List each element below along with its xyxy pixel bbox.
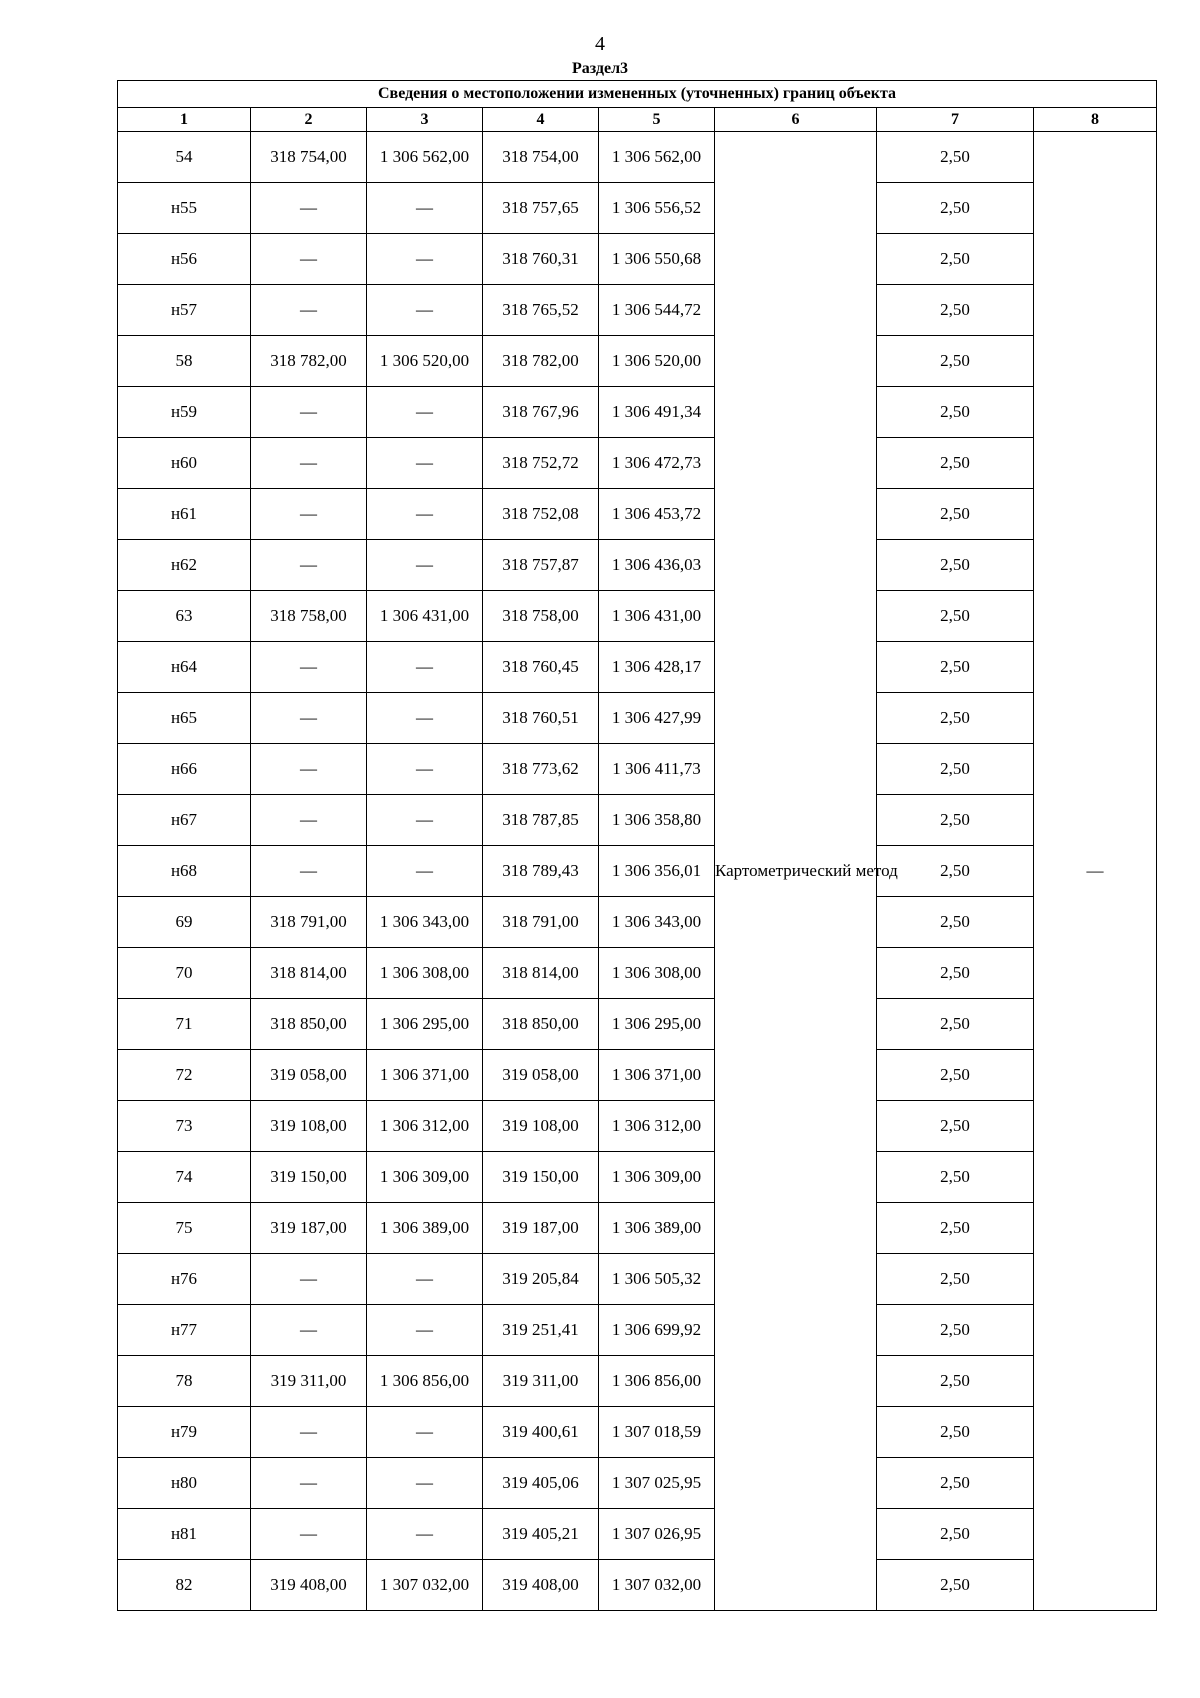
new-y-cell: 1 306 358,80 <box>599 795 715 846</box>
table-row <box>118 591 1157 642</box>
point-number-cell: 71 <box>118 999 251 1050</box>
existing-x-cell: — <box>251 438 367 489</box>
accuracy-cell: 2,50 <box>877 183 1034 234</box>
accuracy-cell: 2,50 <box>877 948 1034 999</box>
column-number: 4 <box>483 108 599 132</box>
table-row <box>118 234 1157 285</box>
existing-y-cell: 1 307 032,00 <box>367 1560 483 1611</box>
existing-y-cell: — <box>367 438 483 489</box>
point-number-cell: н76 <box>118 1254 251 1305</box>
new-x-cell: 318 789,43 <box>483 846 599 897</box>
existing-y-cell: — <box>367 234 483 285</box>
existing-x-cell: 318 814,00 <box>251 948 367 999</box>
existing-y-cell: — <box>367 795 483 846</box>
new-x-cell: 319 311,00 <box>483 1356 599 1407</box>
new-x-cell: 319 150,00 <box>483 1152 599 1203</box>
new-y-cell: 1 306 343,00 <box>599 897 715 948</box>
new-x-cell: 318 757,65 <box>483 183 599 234</box>
point-number-cell: 63 <box>118 591 251 642</box>
accuracy-cell: 2,50 <box>877 1458 1034 1509</box>
accuracy-cell: 2,50 <box>877 1152 1034 1203</box>
existing-x-cell: — <box>251 1458 367 1509</box>
table-row <box>118 183 1157 234</box>
table-row <box>118 1509 1157 1560</box>
accuracy-cell: 2,50 <box>877 285 1034 336</box>
new-x-cell: 319 400,61 <box>483 1407 599 1458</box>
new-y-cell: 1 306 308,00 <box>599 948 715 999</box>
accuracy-cell: 2,50 <box>877 795 1034 846</box>
table-row <box>118 1458 1157 1509</box>
existing-x-cell: — <box>251 285 367 336</box>
accuracy-cell: 2,50 <box>877 744 1034 795</box>
table-row <box>118 1203 1157 1254</box>
point-number-cell: 70 <box>118 948 251 999</box>
existing-x-cell: — <box>251 1254 367 1305</box>
existing-x-cell: — <box>251 183 367 234</box>
table-row <box>118 285 1157 336</box>
new-y-cell: 1 306 427,99 <box>599 693 715 744</box>
accuracy-cell: 2,50 <box>877 591 1034 642</box>
column-number: 6 <box>715 108 877 132</box>
new-y-cell: 1 306 309,00 <box>599 1152 715 1203</box>
existing-y-cell: 1 306 308,00 <box>367 948 483 999</box>
existing-y-cell: — <box>367 285 483 336</box>
new-y-cell: 1 306 295,00 <box>599 999 715 1050</box>
table-caption-row <box>118 81 1157 108</box>
existing-y-cell: — <box>367 642 483 693</box>
table-row <box>118 1152 1157 1203</box>
existing-y-cell: 1 306 431,00 <box>367 591 483 642</box>
new-x-cell: 319 405,06 <box>483 1458 599 1509</box>
point-number-cell: 78 <box>118 1356 251 1407</box>
new-x-cell: 318 752,08 <box>483 489 599 540</box>
new-x-cell: 318 758,00 <box>483 591 599 642</box>
accuracy-cell: 2,50 <box>877 1407 1034 1458</box>
accuracy-cell: 2,50 <box>877 1305 1034 1356</box>
new-x-cell: 318 850,00 <box>483 999 599 1050</box>
existing-y-cell: — <box>367 1305 483 1356</box>
point-number-cell: 74 <box>118 1152 251 1203</box>
accuracy-cell: 2,50 <box>877 438 1034 489</box>
existing-y-cell: 1 306 343,00 <box>367 897 483 948</box>
existing-x-cell: 318 758,00 <box>251 591 367 642</box>
new-y-cell: 1 306 453,72 <box>599 489 715 540</box>
new-y-cell: 1 306 411,73 <box>599 744 715 795</box>
new-x-cell: 319 108,00 <box>483 1101 599 1152</box>
new-y-cell: 1 306 856,00 <box>599 1356 715 1407</box>
table-row <box>118 438 1157 489</box>
point-number-cell: н65 <box>118 693 251 744</box>
boundary-table <box>117 80 1157 1611</box>
existing-x-cell: — <box>251 693 367 744</box>
new-x-cell: 318 787,85 <box>483 795 599 846</box>
existing-x-cell: 319 408,00 <box>251 1560 367 1611</box>
new-x-cell: 318 765,52 <box>483 285 599 336</box>
table-row <box>118 948 1157 999</box>
accuracy-cell: 2,50 <box>877 1356 1034 1407</box>
table-row <box>118 387 1157 438</box>
existing-y-cell: — <box>367 489 483 540</box>
point-number-cell: н67 <box>118 795 251 846</box>
existing-x-cell: 318 782,00 <box>251 336 367 387</box>
existing-x-cell: — <box>251 540 367 591</box>
table-row <box>118 336 1157 387</box>
accuracy-cell: 2,50 <box>877 336 1034 387</box>
new-y-cell: 1 306 562,00 <box>599 132 715 183</box>
table-row <box>118 1050 1157 1101</box>
existing-x-cell: — <box>251 387 367 438</box>
existing-x-cell: — <box>251 846 367 897</box>
existing-x-cell: — <box>251 1305 367 1356</box>
new-x-cell: 318 760,45 <box>483 642 599 693</box>
new-y-cell: 1 306 312,00 <box>599 1101 715 1152</box>
new-y-cell: 1 306 505,32 <box>599 1254 715 1305</box>
accuracy-cell: 2,50 <box>877 132 1034 183</box>
existing-x-cell: — <box>251 744 367 795</box>
column-number: 1 <box>118 108 251 132</box>
new-y-cell: 1 306 699,92 <box>599 1305 715 1356</box>
new-y-cell: 1 306 556,52 <box>599 183 715 234</box>
table-row <box>118 897 1157 948</box>
column-number-row <box>118 108 1157 132</box>
table-row <box>118 489 1157 540</box>
point-number-cell: 73 <box>118 1101 251 1152</box>
table-row <box>118 1305 1157 1356</box>
existing-x-cell: — <box>251 234 367 285</box>
accuracy-cell: 2,50 <box>877 693 1034 744</box>
new-x-cell: 318 773,62 <box>483 744 599 795</box>
accuracy-cell: 2,50 <box>877 999 1034 1050</box>
existing-x-cell: — <box>251 1407 367 1458</box>
point-number-cell: 75 <box>118 1203 251 1254</box>
existing-x-cell: — <box>251 1509 367 1560</box>
accuracy-cell: 2,50 <box>877 1203 1034 1254</box>
point-number-cell: н57 <box>118 285 251 336</box>
existing-y-cell: — <box>367 1254 483 1305</box>
table-row <box>118 1254 1157 1305</box>
accuracy-cell: 2,50 <box>877 540 1034 591</box>
new-y-cell: 1 307 018,59 <box>599 1407 715 1458</box>
accuracy-cell: 2,50 <box>877 1101 1034 1152</box>
new-y-cell: 1 306 544,72 <box>599 285 715 336</box>
accuracy-cell: 2,50 <box>877 489 1034 540</box>
table-row <box>118 693 1157 744</box>
column-8-cell: — <box>1034 132 1157 1611</box>
existing-x-cell: 319 108,00 <box>251 1101 367 1152</box>
new-y-cell: 1 306 371,00 <box>599 1050 715 1101</box>
accuracy-cell: 2,50 <box>877 846 1034 897</box>
existing-x-cell: — <box>251 642 367 693</box>
point-number-cell: н62 <box>118 540 251 591</box>
existing-x-cell: 318 791,00 <box>251 897 367 948</box>
point-number-cell: 72 <box>118 1050 251 1101</box>
accuracy-cell: 2,50 <box>877 642 1034 693</box>
accuracy-cell: 2,50 <box>877 1050 1034 1101</box>
new-y-cell: 1 306 428,17 <box>599 642 715 693</box>
point-number-cell: н59 <box>118 387 251 438</box>
point-number-cell: н80 <box>118 1458 251 1509</box>
column-number: 5 <box>599 108 715 132</box>
table-row <box>118 1407 1157 1458</box>
accuracy-cell: 2,50 <box>877 1254 1034 1305</box>
column-number: 8 <box>1034 108 1157 132</box>
existing-y-cell: 1 306 295,00 <box>367 999 483 1050</box>
new-x-cell: 318 767,96 <box>483 387 599 438</box>
existing-y-cell: — <box>367 1509 483 1560</box>
table-row <box>118 846 1157 897</box>
existing-y-cell: — <box>367 744 483 795</box>
column-number: 3 <box>367 108 483 132</box>
existing-y-cell: 1 306 312,00 <box>367 1101 483 1152</box>
section-title: Раздел3 <box>571 60 629 77</box>
table-row <box>118 1101 1157 1152</box>
new-y-cell: 1 306 491,34 <box>599 387 715 438</box>
new-x-cell: 319 205,84 <box>483 1254 599 1305</box>
new-x-cell: 319 187,00 <box>483 1203 599 1254</box>
table-row <box>118 132 1157 183</box>
new-x-cell: 318 752,72 <box>483 438 599 489</box>
existing-y-cell: — <box>367 1458 483 1509</box>
point-number-cell: 82 <box>118 1560 251 1611</box>
new-x-cell: 318 782,00 <box>483 336 599 387</box>
table-row <box>118 795 1157 846</box>
new-y-cell: 1 306 550,68 <box>599 234 715 285</box>
existing-x-cell: 319 311,00 <box>251 1356 367 1407</box>
table-caption: Сведения о местоположении измененных (уточненных) границ объекта <box>118 81 1157 108</box>
new-x-cell: 319 251,41 <box>483 1305 599 1356</box>
table-row <box>118 1356 1157 1407</box>
table-row <box>118 540 1157 591</box>
existing-x-cell: — <box>251 489 367 540</box>
new-y-cell: 1 306 431,00 <box>599 591 715 642</box>
page-number: 4 <box>595 33 605 55</box>
existing-y-cell: — <box>367 183 483 234</box>
new-y-cell: 1 306 472,73 <box>599 438 715 489</box>
accuracy-cell: 2,50 <box>877 897 1034 948</box>
table-row <box>118 999 1157 1050</box>
new-x-cell: 318 760,51 <box>483 693 599 744</box>
new-y-cell: 1 306 436,03 <box>599 540 715 591</box>
accuracy-cell: 2,50 <box>877 234 1034 285</box>
point-number-cell: н61 <box>118 489 251 540</box>
new-x-cell: 318 757,87 <box>483 540 599 591</box>
accuracy-cell: 2,50 <box>877 1560 1034 1611</box>
new-x-cell: 318 791,00 <box>483 897 599 948</box>
point-number-cell: н79 <box>118 1407 251 1458</box>
existing-y-cell: — <box>367 540 483 591</box>
existing-y-cell: 1 306 309,00 <box>367 1152 483 1203</box>
new-x-cell: 319 405,21 <box>483 1509 599 1560</box>
existing-y-cell: 1 306 389,00 <box>367 1203 483 1254</box>
existing-y-cell: 1 306 371,00 <box>367 1050 483 1101</box>
point-number-cell: н56 <box>118 234 251 285</box>
existing-y-cell: — <box>367 846 483 897</box>
existing-y-cell: 1 306 562,00 <box>367 132 483 183</box>
column-number: 2 <box>251 108 367 132</box>
new-x-cell: 318 814,00 <box>483 948 599 999</box>
table-row <box>118 1560 1157 1611</box>
existing-x-cell: 319 187,00 <box>251 1203 367 1254</box>
existing-y-cell: 1 306 520,00 <box>367 336 483 387</box>
point-number-cell: н60 <box>118 438 251 489</box>
point-number-cell: н55 <box>118 183 251 234</box>
new-y-cell: 1 307 026,95 <box>599 1509 715 1560</box>
point-number-cell: н68 <box>118 846 251 897</box>
accuracy-cell: 2,50 <box>877 1509 1034 1560</box>
existing-x-cell: — <box>251 795 367 846</box>
new-y-cell: 1 306 389,00 <box>599 1203 715 1254</box>
point-number-cell: 69 <box>118 897 251 948</box>
new-x-cell: 319 058,00 <box>483 1050 599 1101</box>
point-number-cell: н77 <box>118 1305 251 1356</box>
new-y-cell: 1 306 520,00 <box>599 336 715 387</box>
existing-y-cell: — <box>367 387 483 438</box>
new-y-cell: 1 307 032,00 <box>599 1560 715 1611</box>
existing-y-cell: — <box>367 1407 483 1458</box>
new-x-cell: 319 408,00 <box>483 1560 599 1611</box>
column-number: 7 <box>877 108 1034 132</box>
new-y-cell: 1 307 025,95 <box>599 1458 715 1509</box>
point-number-cell: 54 <box>118 132 251 183</box>
new-y-cell: 1 306 356,01 <box>599 846 715 897</box>
accuracy-cell: 2,50 <box>877 387 1034 438</box>
existing-x-cell: 319 058,00 <box>251 1050 367 1101</box>
existing-y-cell: 1 306 856,00 <box>367 1356 483 1407</box>
existing-x-cell: 318 754,00 <box>251 132 367 183</box>
method-cell: Картометрический метод <box>715 132 877 1611</box>
point-number-cell: н81 <box>118 1509 251 1560</box>
existing-x-cell: 319 150,00 <box>251 1152 367 1203</box>
existing-y-cell: — <box>367 693 483 744</box>
existing-x-cell: 318 850,00 <box>251 999 367 1050</box>
new-x-cell: 318 760,31 <box>483 234 599 285</box>
point-number-cell: н66 <box>118 744 251 795</box>
point-number-cell: н64 <box>118 642 251 693</box>
point-number-cell: 58 <box>118 336 251 387</box>
table-row <box>118 642 1157 693</box>
new-x-cell: 318 754,00 <box>483 132 599 183</box>
table-row <box>118 744 1157 795</box>
